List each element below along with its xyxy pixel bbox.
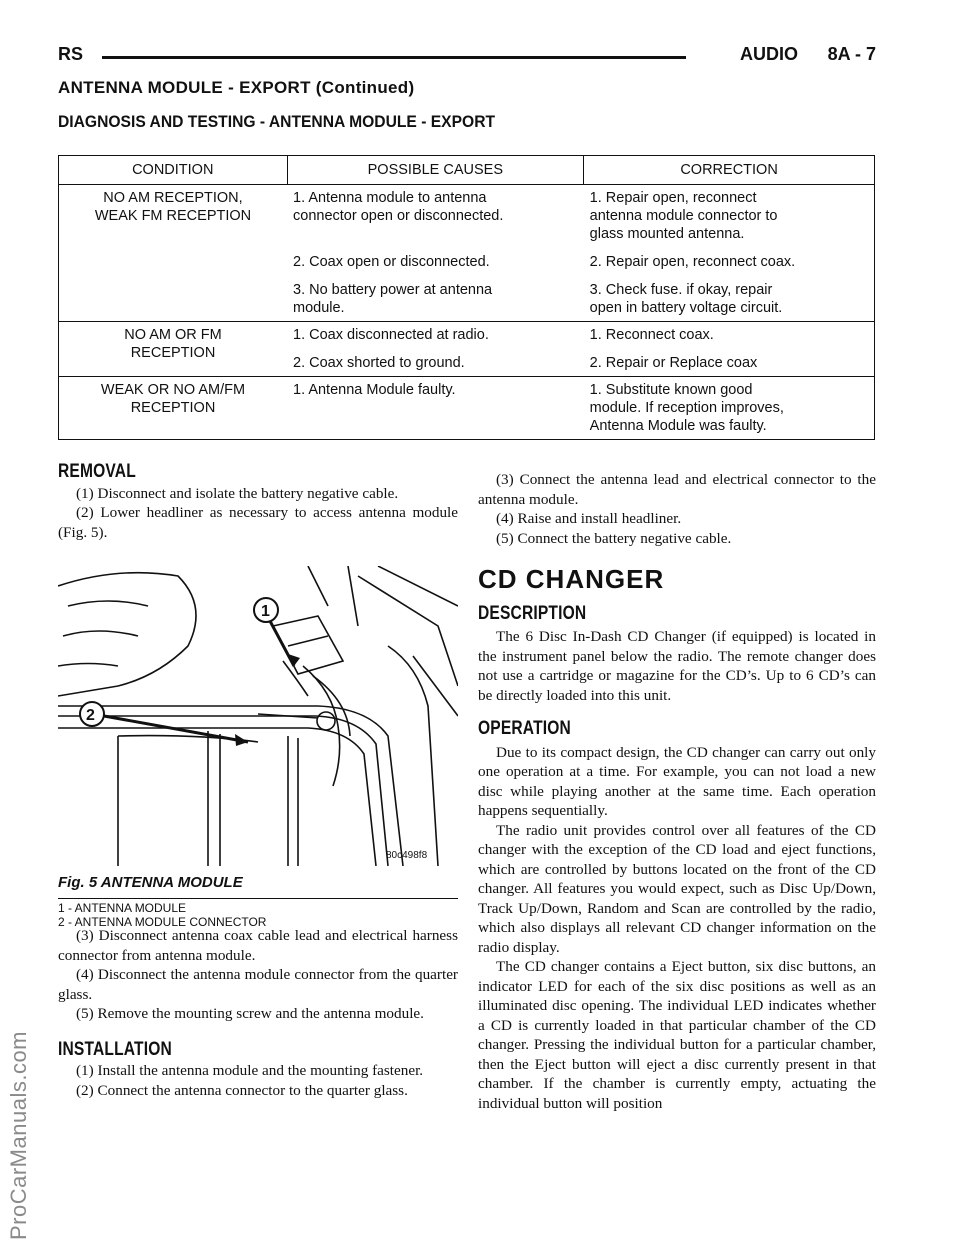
cause-item bbox=[293, 253, 578, 271]
correction-item-line: 1. Substitute known good bbox=[589, 382, 753, 398]
cause-item-line: 1. Antenna module to antenna bbox=[293, 190, 487, 206]
correction-item-line: 1. Reconnect coax. bbox=[589, 327, 714, 343]
callout-1: 1 bbox=[261, 603, 270, 620]
operation-paragraph: The radio unit provides control over all features of the CD changer with the exception of the CD load and eject functions, which are controlled by buttons located on the front of the CD changer. All features you would expect, such as Disc Up/Down, Track Up/Down, Random and Scan are controlled by the radio, which also displays all relevant CD changer information on the radio display. bbox=[478, 821, 876, 956]
table-row bbox=[59, 185, 875, 322]
correction-cell bbox=[584, 185, 875, 322]
condition-line: WEAK OR NO AM/FM bbox=[100, 382, 246, 398]
table-row bbox=[59, 377, 875, 440]
correction-item bbox=[590, 354, 868, 372]
cause-item bbox=[293, 354, 578, 372]
installation-step: (4) Raise and install headliner. bbox=[496, 510, 682, 527]
installation-step: (1) Install the antenna module and the mounting fastener. bbox=[76, 1062, 424, 1079]
removal-step: (1) Disconnect and isolate the battery negative cable. bbox=[76, 484, 399, 502]
header-condition: CONDITION bbox=[59, 156, 288, 185]
right-column bbox=[478, 470, 876, 1113]
table-row bbox=[59, 322, 875, 377]
header-page-number: 8A - 7 bbox=[827, 44, 876, 64]
correction-item-line: glass mounted antenna. bbox=[589, 226, 745, 242]
correction-item-line: Antenna Module was faulty. bbox=[589, 418, 767, 434]
correction-item-line: 3. Check fuse. if okay, repair bbox=[589, 282, 773, 298]
continued-title: ANTENNA MODULE - EXPORT (Continued) bbox=[58, 78, 415, 97]
correction-item bbox=[590, 381, 868, 435]
correction-item-line: module. If reception improves, bbox=[589, 400, 784, 416]
header-rule bbox=[102, 56, 686, 59]
figure-code: 80c498f8 bbox=[386, 850, 428, 861]
cause-item-line bbox=[293, 225, 578, 243]
removal-step: (4) Disconnect the antenna module connector from the quarter glass. bbox=[58, 966, 458, 1003]
condition-line: NO AM OR FM bbox=[124, 327, 222, 343]
cause-item-line: 2. Coax shorted to ground. bbox=[293, 355, 465, 371]
header-correction: CORRECTION bbox=[584, 156, 875, 185]
cd-changer-title: CD CHANGER bbox=[478, 564, 665, 594]
removal-continued bbox=[58, 926, 458, 1100]
diagnosis-table bbox=[58, 155, 875, 440]
figure-caption-block bbox=[58, 874, 458, 929]
correction-item-line: antenna module connector to bbox=[589, 208, 778, 224]
installation-heading: INSTALLATION bbox=[58, 1038, 172, 1060]
condition-line: RECEPTION bbox=[130, 400, 216, 416]
legend-item: 2 - ANTENNA MODULE CONNECTOR bbox=[58, 915, 267, 929]
correction-cell bbox=[584, 322, 875, 377]
cause-item bbox=[293, 326, 578, 344]
header-section: AUDIO bbox=[740, 44, 798, 64]
condition-cell bbox=[59, 322, 288, 377]
correction-item-line: 1. Repair open, reconnect bbox=[589, 190, 757, 206]
condition-cell bbox=[59, 185, 288, 322]
cause-item-line bbox=[293, 417, 578, 435]
legend-item: 1 - ANTENNA MODULE bbox=[58, 901, 187, 915]
removal-heading: REMOVAL bbox=[58, 461, 136, 482]
correction-item bbox=[590, 253, 868, 271]
diagnosis-title: DIAGNOSIS AND TESTING - ANTENNA MODULE - EXPORT bbox=[58, 112, 496, 131]
correction-item-line: 2. Repair or Replace coax bbox=[589, 355, 758, 371]
operation-heading: OPERATION bbox=[478, 718, 571, 739]
page-header bbox=[58, 44, 876, 70]
cause-item-line: 2. Coax open or disconnected. bbox=[293, 254, 490, 270]
installation-step: (3) Connect the antenna lead and electrical connector to the antenna module. bbox=[478, 471, 876, 508]
correction-cell bbox=[584, 377, 875, 440]
removal-step: (3) Disconnect antenna coax cable lead and electrical harness connector from antenna module. bbox=[58, 927, 458, 964]
cause-item-line: 1. Antenna Module faulty. bbox=[293, 382, 456, 398]
correction-item bbox=[590, 189, 868, 243]
cause-item-line bbox=[293, 399, 578, 417]
description-paragraph: The 6 Disc In-Dash CD Changer (if equipped) is located in the instrument panel below the radio. The remote changer does not use a cartridge or magazine for the CD’s. Up to 6 CD’s can be directly loaded into this unit. bbox=[478, 628, 876, 704]
cause-item bbox=[293, 281, 578, 317]
caption-rule bbox=[58, 897, 458, 899]
condition-line: WEAK FM RECEPTION bbox=[94, 208, 252, 224]
operation-paragraph: Due to its compact design, the CD changer can carry out only one operation at a time. For example, you can not load a new disc while playing another at the same time. Each operation happens sequentially. bbox=[478, 743, 876, 819]
cause-item-line: 1. Coax disconnected at radio. bbox=[293, 327, 489, 343]
condition-line: NO AM RECEPTION, bbox=[103, 190, 243, 206]
causes-cell bbox=[287, 322, 584, 377]
installation-step: (5) Connect the battery negative cable. bbox=[496, 529, 732, 547]
cause-item-line: connector open or disconnected. bbox=[293, 208, 504, 224]
table-header-row bbox=[59, 156, 875, 185]
callout-2: 2 bbox=[86, 707, 95, 724]
cause-item-line: 3. No battery power at antenna bbox=[293, 282, 493, 298]
installation-step: (2) Connect the antenna connector to the quarter glass. bbox=[76, 1081, 408, 1099]
cause-item bbox=[293, 381, 578, 435]
watermark: ProCarManuals.com bbox=[6, 1030, 31, 1240]
removal-step: (5) Remove the mounting screw and the antenna module. bbox=[76, 1005, 424, 1022]
causes-cell bbox=[287, 377, 584, 440]
correction-item bbox=[590, 281, 868, 317]
removal-step: (2) Lower headliner as necessary to access antenna module (Fig. 5). bbox=[58, 504, 458, 541]
antenna-module-figure bbox=[58, 566, 458, 866]
condition-line: RECEPTION bbox=[130, 345, 216, 361]
cause-item bbox=[293, 189, 578, 243]
correction-item bbox=[590, 326, 868, 344]
correction-item-line: open in battery voltage circuit. bbox=[589, 300, 783, 316]
figure-caption: Fig. 5 ANTENNA MODULE bbox=[58, 874, 243, 891]
header-causes: POSSIBLE CAUSES bbox=[287, 156, 584, 185]
header-model: RS bbox=[58, 44, 84, 64]
description-heading: DESCRIPTION bbox=[478, 602, 587, 624]
operation-paragraph: The CD changer contains a Eject button, six disc buttons, an indicator LED for each of the six disc positions as well as an illuminated disc opening. The individual LED indicates whether a CD is currently loaded in that particular chamber of the CD changer. Pressing the individual button for a particular chamber, then the Eject button will eject a disc currently present in that chamber. If the chamber is currently empty, actuating the individual button will position bbox=[478, 958, 876, 1112]
cause-item-line: module. bbox=[293, 300, 345, 316]
removal-section bbox=[58, 462, 458, 542]
condition-cell bbox=[59, 377, 288, 440]
causes-cell bbox=[287, 185, 584, 322]
correction-item-line: 2. Repair open, reconnect coax. bbox=[589, 254, 796, 270]
